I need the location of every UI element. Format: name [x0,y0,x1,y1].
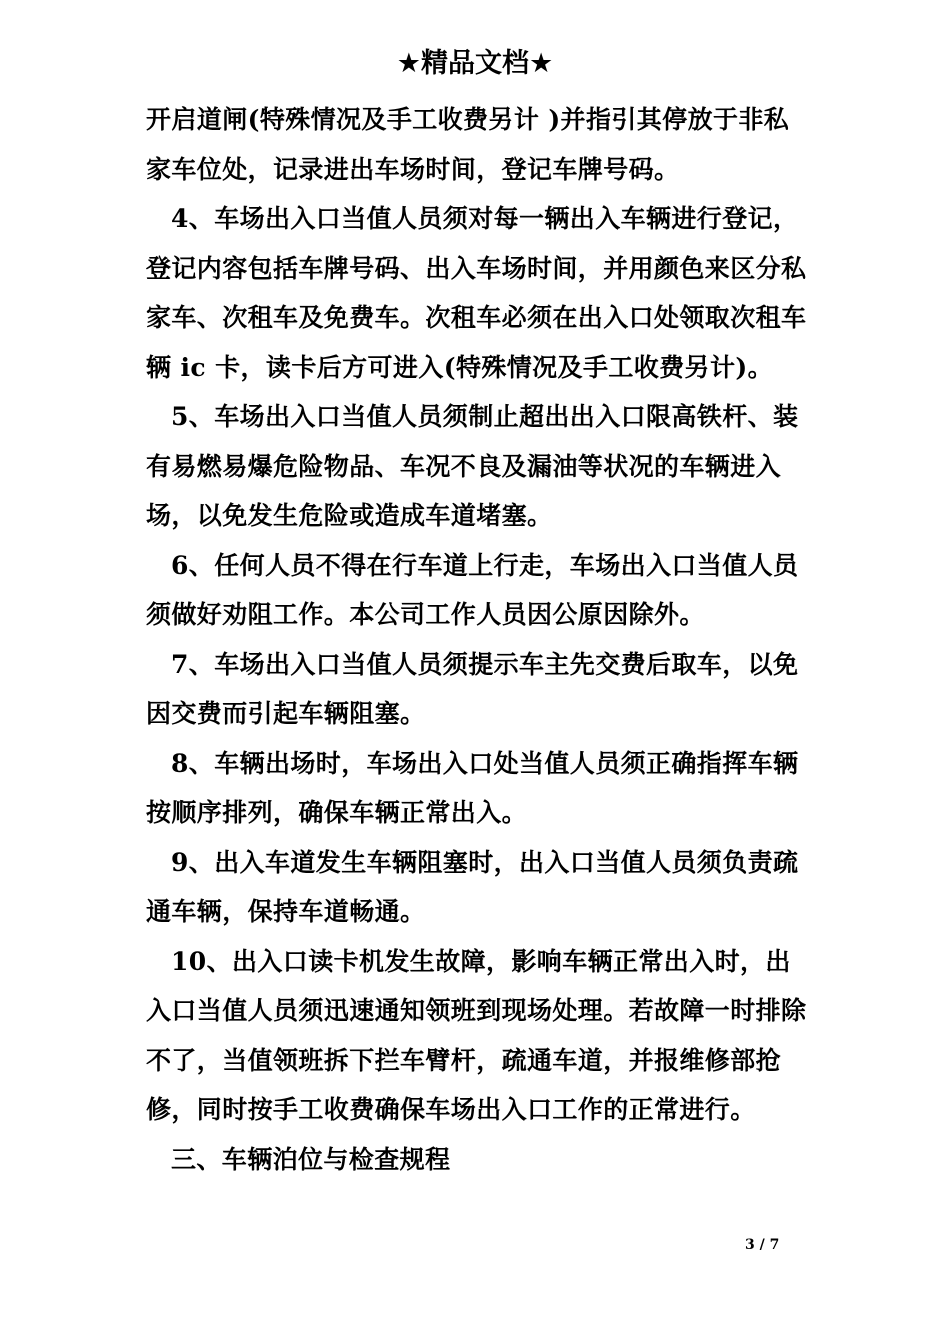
paragraph-item-8: 8、车辆出场时，车场出入口处当值人员须正确指挥车辆按顺序排列，确保车辆正常出入。 [146,748,799,827]
document-body [146,95,810,1184]
paragraph-item-4: 4、车场出入口当值人员须对每一辆出入车辆进行登记，登记内容包括车牌号码、出入车场时间，并用颜色来区分私家车、次租车及免费车。次租车必须在出入口处领取次租车辆 ic 卡，读卡后方可进入(特殊情况及手工收费另计)。 [146,204,807,382]
section-heading: 三、车辆泊位与检查规程 [171,1144,451,1174]
paragraph-item-6: 6、任何人员不得在行车道上行走，车场出入口当值人员须做好劝阻工作。本公司工作人员因公原因除外。 [146,550,799,629]
paragraph-continuation: 开启道闸(特殊情况及手工收费另计 )并指引其停放于非私家车位处，记录进出车场时间，登记车牌号码。 [146,105,790,184]
paragraph-item-9: 9、出入车道发生车辆阻塞时，出入口当值人员须负责疏通车辆，保持车道畅通。 [146,847,799,926]
page-header-title: ★精品文档★ [396,48,554,79]
paragraph-item-5: 5、车场出入口当值人员须制止超出出入口限高铁杆、装有易燃易爆危险物品、车况不良及漏油等状况的车辆进入场，以免发生危险或造成车道堵塞。 [146,402,799,530]
paragraph-item-10: 10、出入口读卡机发生故障，影响车辆正常出入时，出入口当值人员须迅速通知领班到现场处理。若故障一时排除不了，当值领班拆下拦车臂杆，疏通车道，并报维修部抢修，同时按手工收费确保车场出入口工作的正常进行。 [146,946,807,1124]
paragraph-item-7: 7、车场出入口当值人员须提示车主先交费后取车，以免因交费而引起车辆阻塞。 [146,649,799,728]
page-number: 3 / 7 [745,1237,780,1253]
